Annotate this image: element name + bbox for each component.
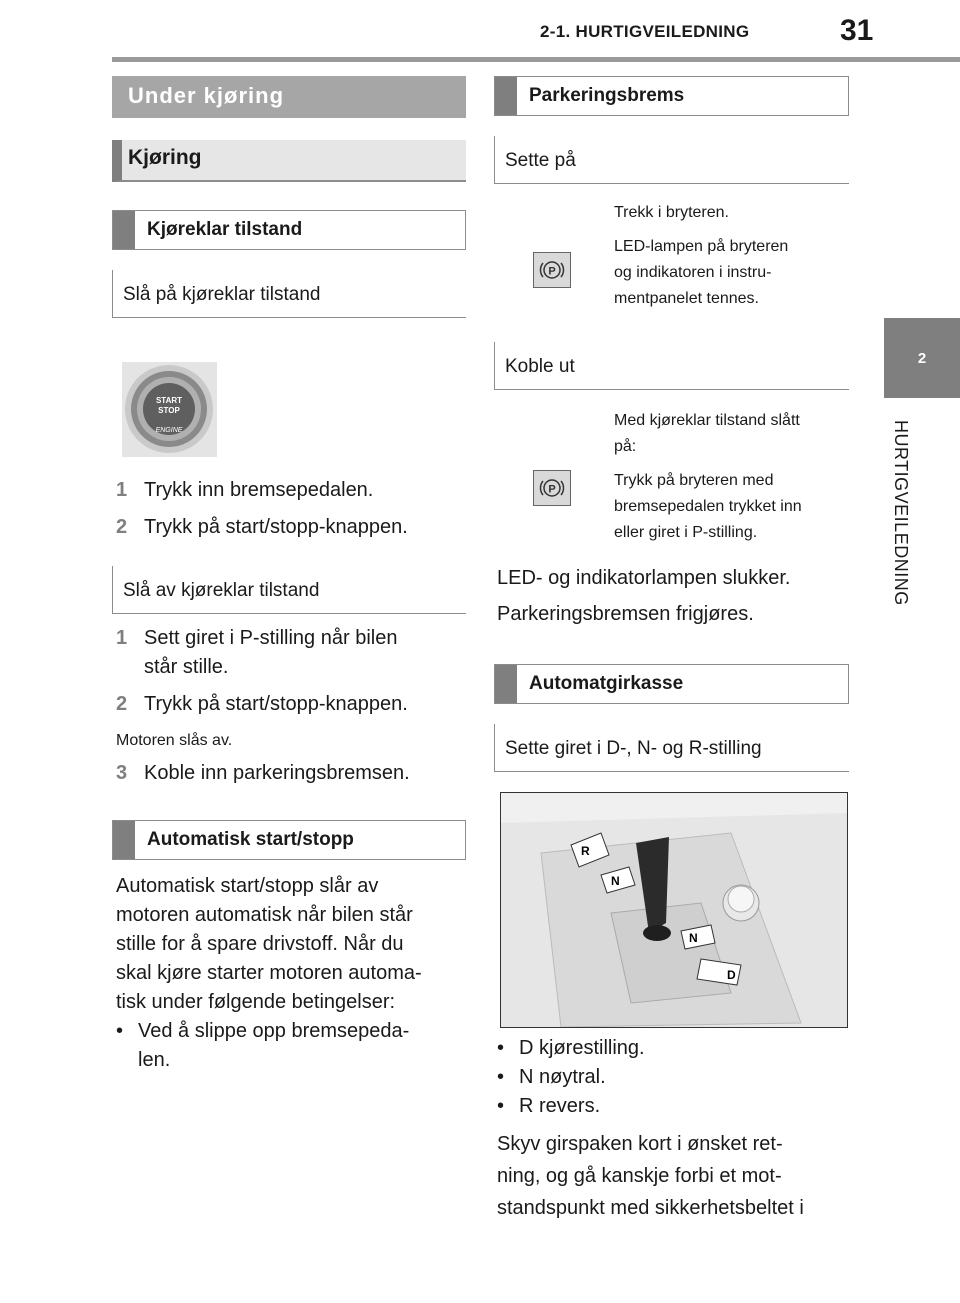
heading-automatic-transmission (494, 664, 849, 704)
step-list-off (116, 624, 466, 719)
page-number: 31 (840, 14, 874, 47)
heading-driving-ready (112, 210, 466, 250)
subheading-gear-select (494, 724, 849, 772)
chapter-title-box (112, 140, 466, 182)
heading-parking-brake-text: Parkeringsbrems (529, 85, 685, 106)
header-section: 2-1. HURTIGVEILEDNING (540, 22, 750, 41)
bullet-item (116, 1017, 466, 1075)
step-number: 2 (116, 516, 128, 538)
instruction-line: og indikatoren i instru- (614, 264, 772, 281)
step-text: Trykk på start/stopp-knappen. (144, 693, 408, 715)
step-item (116, 476, 466, 505)
start-stop-button-image (122, 362, 217, 457)
bullet-dot: • (497, 1037, 505, 1059)
parking-brake-icon (533, 252, 571, 288)
bullet-dot: • (497, 1095, 505, 1117)
paragraph-shift-instructions (497, 1128, 852, 1224)
instruction-line: mentpanelet tennes. (614, 290, 759, 307)
bullet-text: R revers. (519, 1095, 601, 1117)
step-list-on (116, 476, 466, 542)
subheading-turn-off (112, 566, 466, 614)
para-line: Skyv girspaken kort i ønsket ret- (497, 1133, 783, 1155)
gear-bullets (497, 1034, 847, 1121)
svg-text:P: P (548, 265, 556, 278)
step-number: 3 (116, 762, 128, 784)
step-item (116, 690, 466, 719)
step-number: 1 (116, 627, 128, 649)
start-label: START (155, 396, 183, 405)
bullet-item (497, 1034, 847, 1063)
bullet-text-line2: len. (138, 1049, 171, 1071)
section-title-box (112, 76, 466, 118)
subheading-release (494, 342, 849, 390)
heading-bar (495, 77, 517, 115)
release-instructions (614, 408, 854, 546)
step-item (116, 759, 466, 788)
heading-automatic-transmission-text: Automatgirkasse (529, 673, 684, 694)
heading-bar (113, 211, 135, 249)
shifter-label-d: D (727, 968, 736, 982)
subheading-turn-off-text: Slå av kjøreklar tilstand (123, 580, 320, 601)
bullet-text: N nøytral. (519, 1066, 606, 1088)
bullet-item (497, 1092, 847, 1121)
shifter-label-n-up: N (611, 874, 620, 888)
heading-auto-start-stop-text: Automatisk start/stopp (147, 829, 354, 850)
para-line: ning, og gå kanskje forbi et mot- (497, 1165, 782, 1187)
para-line: stille for å spare drivstoff. Når du (116, 933, 404, 955)
paragraph-led-off: LED- og indikatorlampen slukker. (497, 567, 791, 589)
step-number: 2 (116, 693, 128, 715)
instruction-line: Trykk på bryteren med (614, 472, 774, 489)
subheading-apply (494, 136, 849, 184)
svg-text:P: P (548, 483, 556, 496)
instruction-line: på: (614, 438, 637, 455)
chapter-side-label-wrap (890, 420, 930, 640)
subheading-release-text: Koble ut (505, 356, 575, 377)
subheading-turn-on (112, 270, 466, 318)
bullet-dot: • (116, 1020, 124, 1042)
para-line: tisk under følgende betingelser: (116, 991, 396, 1013)
subheading-apply-text: Sette på (505, 150, 576, 171)
bullet-text: D kjørestilling. (519, 1037, 645, 1059)
bullet-item (497, 1063, 847, 1092)
instruction-line: Trekk i bryteren. (614, 204, 729, 221)
bullet-dot: • (497, 1066, 505, 1088)
paragraph-brake-released: Parkeringsbremsen frigjøres. (497, 603, 754, 625)
heading-parking-brake (494, 76, 849, 116)
paragraph-auto-start-stop (116, 872, 466, 1017)
engine-label: ENGINE (155, 427, 183, 434)
heading-driving-ready-text: Kjøreklar tilstand (147, 219, 303, 240)
gear-shifter-illustration (500, 792, 848, 1028)
note-engine-off: Motoren slås av. (116, 732, 233, 749)
heading-auto-start-stop (112, 820, 466, 860)
step-item (116, 624, 466, 653)
header-rule (112, 57, 960, 62)
para-line: skal kjøre starter motoren automa- (116, 962, 422, 984)
para-line: Automatisk start/stopp slår av (116, 875, 379, 897)
chapter-tab (884, 318, 960, 398)
heading-bar (495, 665, 517, 703)
step-text: Koble inn parkeringsbremsen. (144, 762, 410, 784)
instruction-line: Med kjøreklar tilstand slått (614, 412, 800, 429)
step-text: Trykk inn bremsepedalen. (144, 479, 374, 501)
instruction-line: eller giret i P-stilling. (614, 524, 758, 541)
step-text-line1: Sett giret i P-stilling når bilen (144, 627, 398, 649)
instruction-line: LED-lampen på bryteren (614, 238, 789, 255)
instruction-line: bremsepedalen trykket inn (614, 498, 802, 515)
shifter-label-r: R (581, 844, 590, 858)
step-item-continued (116, 653, 466, 682)
subheading-gear-select-text: Sette giret i D-, N- og R-stilling (505, 738, 762, 759)
subheading-turn-on-text: Slå på kjøreklar tilstand (123, 284, 321, 305)
step-text-line2: står stille. (144, 656, 229, 678)
para-line: standspunkt med sikkerhetsbeltet i (497, 1197, 804, 1219)
apply-instructions (614, 200, 854, 312)
chapter-side-label: HURTIGVEILEDNING (891, 420, 911, 606)
section-title: Under kjøring (128, 83, 285, 108)
bullet-text-line1: Ved å slippe opp bremsepeda- (138, 1020, 410, 1042)
stop-label: STOP (158, 406, 180, 415)
heading-bar (113, 821, 135, 859)
chapter-tab-number: 2 (917, 349, 927, 367)
chapter-title: Kjøring (128, 146, 202, 169)
parking-brake-icon (533, 470, 571, 506)
step-item (116, 513, 466, 542)
step-number: 1 (116, 479, 128, 501)
para-line: motoren automatisk når bilen står (116, 904, 413, 926)
step-text: Trykk på start/stopp-knappen. (144, 516, 408, 538)
shifter-label-n-down: N (689, 931, 698, 945)
